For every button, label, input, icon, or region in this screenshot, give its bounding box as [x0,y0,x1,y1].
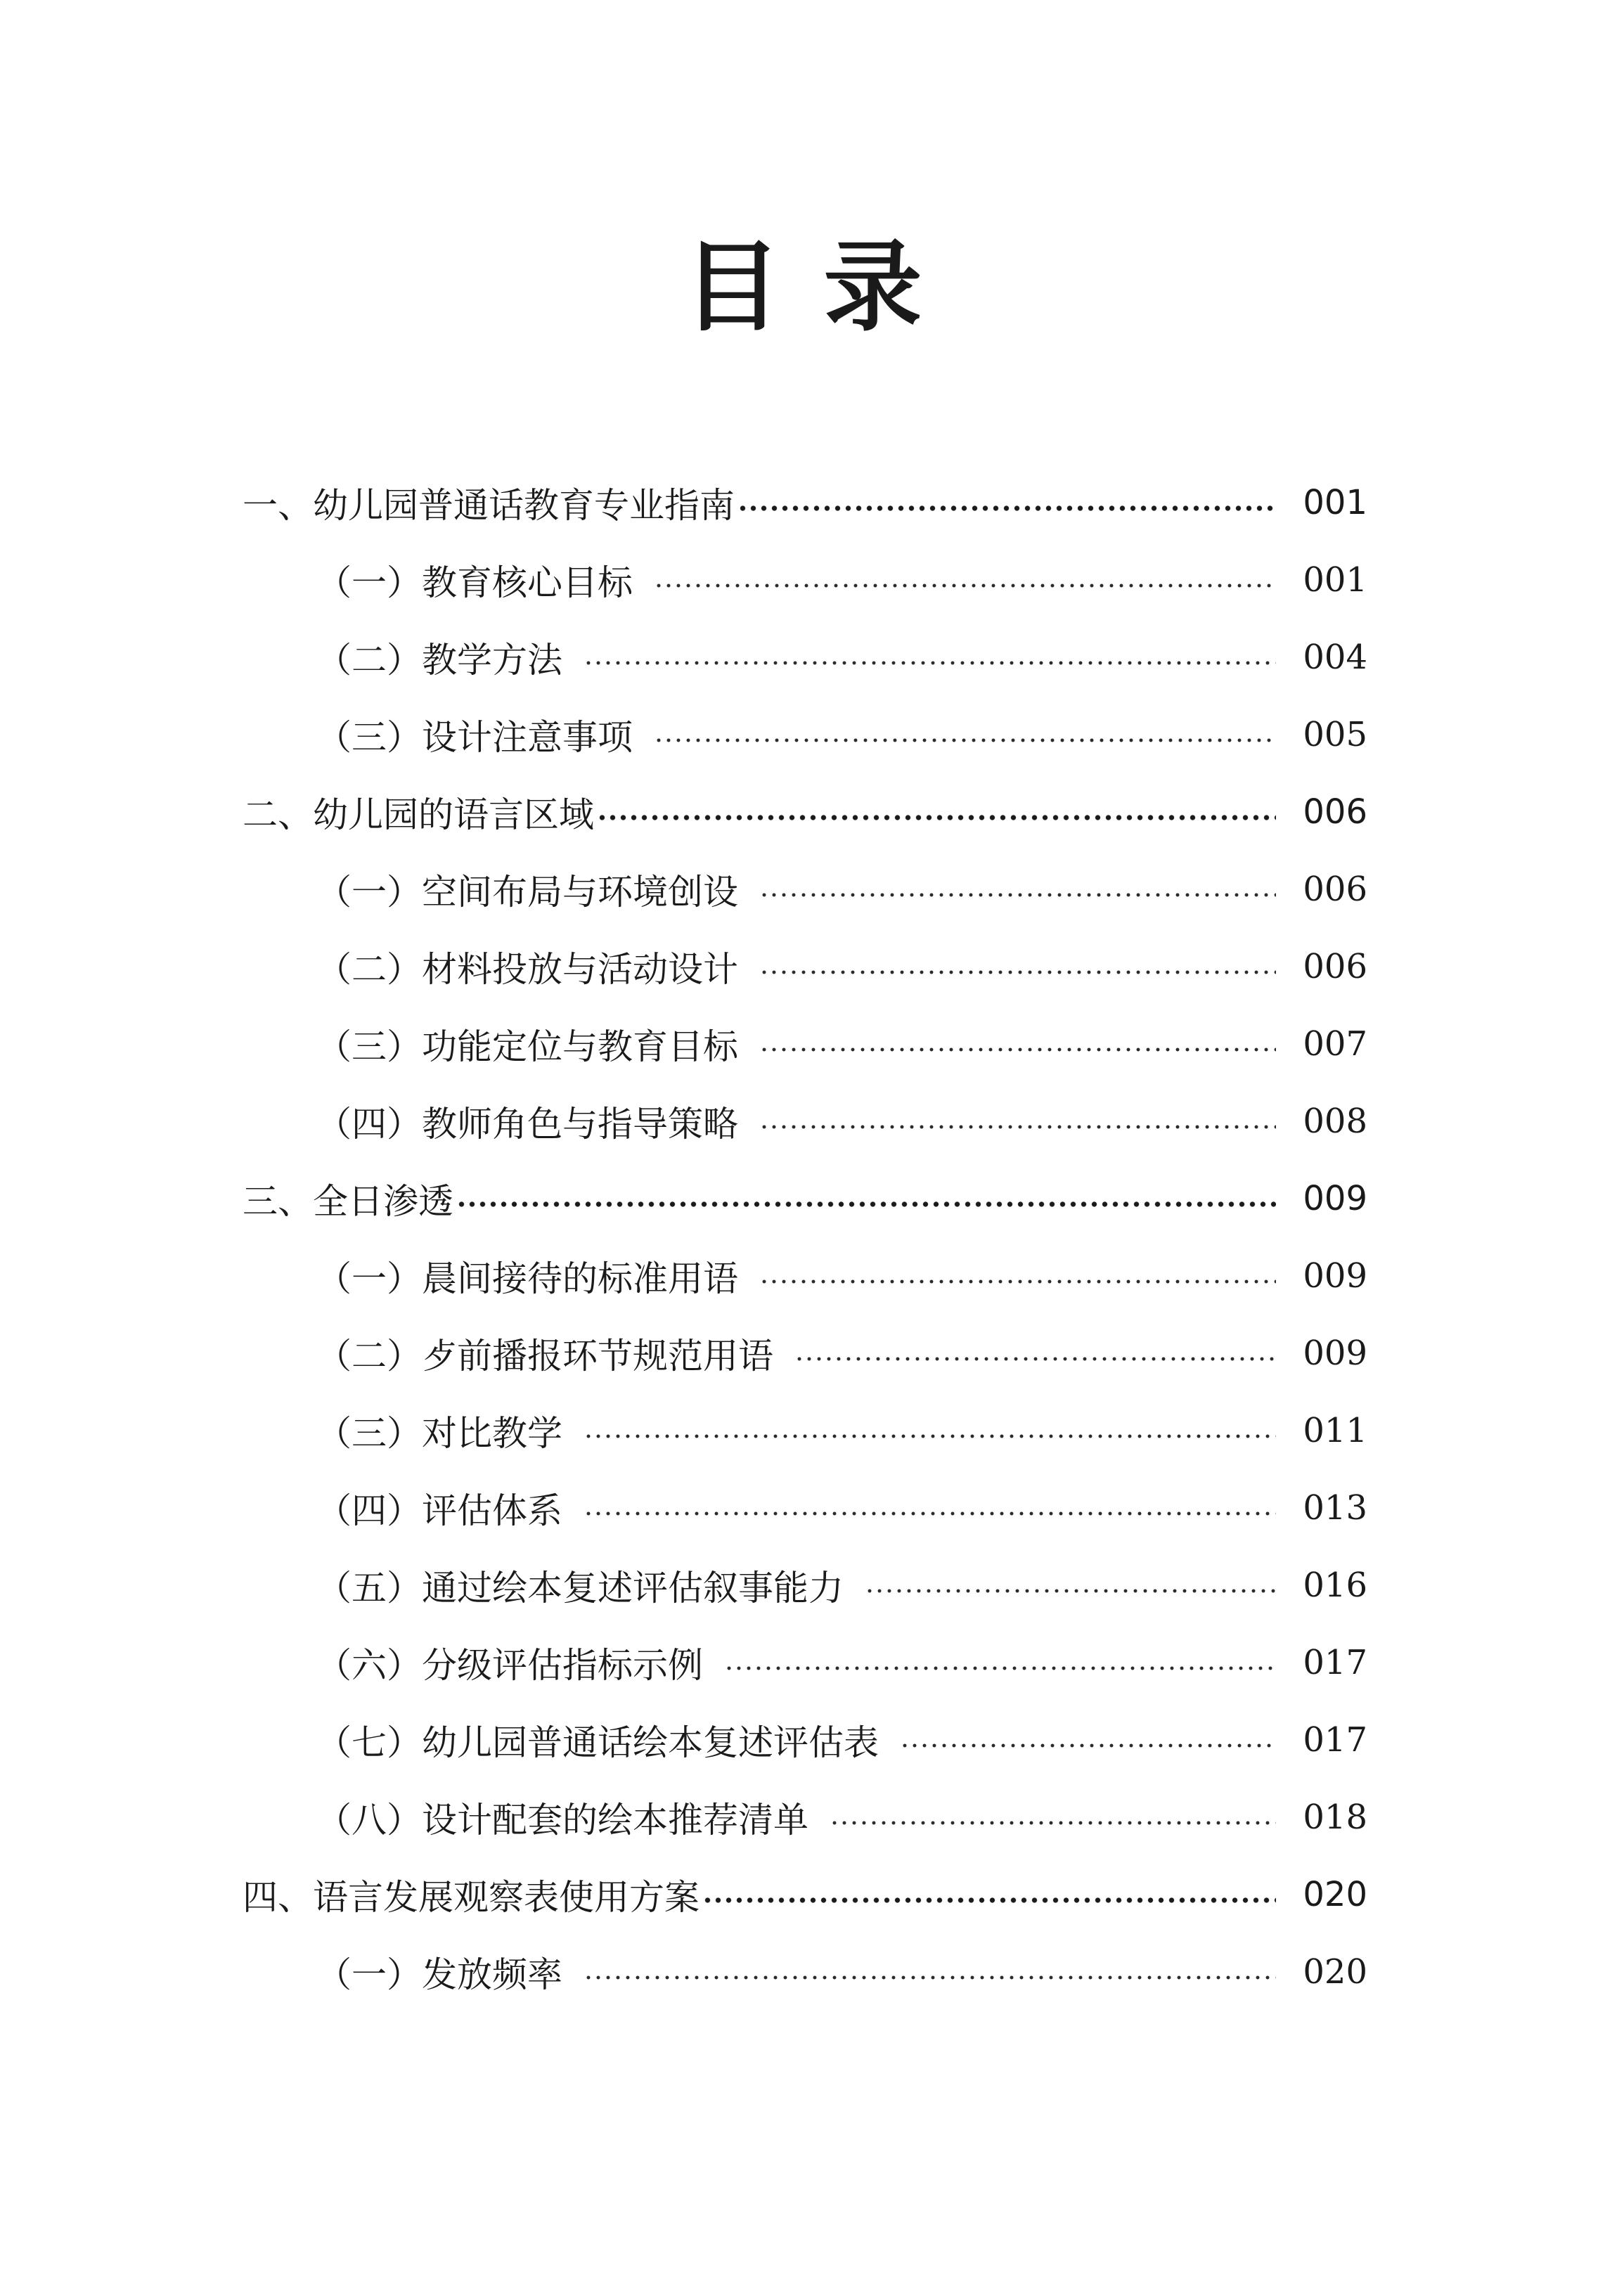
toc-page-number: 005 [1303,715,1367,754]
toc-page-number: 017 [1303,1643,1367,1682]
toc-entry-label: （三）对比教学 [316,1413,562,1454]
toc-page-number: 006 [1303,947,1367,986]
toc-page-number: 007 [1303,1024,1367,1064]
dot-leader [759,891,1276,899]
dot-leader [759,1123,1276,1131]
toc-section-2-1[interactable] [316,851,1367,928]
toc-entry-label: （四）教师角色与指导策略 [316,1104,738,1144]
dot-leader [584,659,1276,667]
toc-section-1-3[interactable] [316,696,1367,773]
toc-entry-label: （四）评估体系 [316,1490,562,1531]
toc-page-number: 009 [1303,1256,1367,1296]
dot-leader [702,1896,1276,1904]
toc-entry-label: （一）教育核心目标 [316,562,633,603]
dot-leader [597,813,1276,822]
dot-leader [830,1819,1276,1827]
toc-page-number: 011 [1303,1411,1367,1450]
dot-leader [584,1432,1276,1440]
dot-leader [759,968,1276,976]
toc-entry-label: （八）设计配套的绘本推荐清单 [316,1800,808,1840]
toc-section-3-6[interactable] [316,1624,1367,1701]
toc-entry-label: 二、幼儿园的语言区域 [243,794,594,835]
toc-entry-label: （一）发放频率 [316,1954,562,1995]
dot-leader [654,736,1276,744]
toc-section-3-7[interactable] [316,1701,1367,1779]
toc-section-2-2[interactable] [316,928,1367,1005]
toc-section-3-2[interactable] [316,1315,1367,1392]
toc-page-number: 001 [1303,560,1367,600]
toc-page-number: 006 [1303,792,1367,832]
toc-entry-label: （三）功能定位与教育目标 [316,1026,738,1067]
toc-page-number: 020 [1303,1875,1367,1914]
toc-section-3-4[interactable] [316,1469,1367,1547]
toc-page-number: 001 [1303,483,1367,522]
dot-leader [456,1200,1276,1208]
toc-page-number: 008 [1303,1102,1367,1141]
dot-leader [724,1664,1276,1672]
toc-section-2-4[interactable] [316,1083,1367,1160]
toc-entry-label: 三、全日渗透 [243,1181,453,1222]
toc-entry-label: （二）材料投放与活动设计 [316,949,738,990]
toc-page-number: 013 [1303,1488,1367,1528]
toc-section-1-1[interactable] [316,541,1367,619]
dot-leader [794,1355,1276,1363]
toc-entry-label: （一）晨间接待的标准用语 [316,1258,738,1299]
toc-entry-label: 四、语言发展观察表使用方案 [243,1877,700,1918]
dot-leader [759,1277,1276,1286]
toc-page-number: 006 [1303,870,1367,909]
toc-page-number: 004 [1303,638,1367,677]
dot-leader [654,581,1276,590]
dot-leader [584,1973,1276,1982]
page-title: 目录 [683,231,965,345]
toc-section-3-8[interactable] [316,1779,1367,1856]
toc-section-4-1[interactable] [316,1933,1367,2011]
dot-leader [759,1045,1276,1054]
dot-leader [737,504,1276,512]
toc-chapter-4[interactable] [243,1856,1367,1933]
toc-entry-label: （一）空间布局与环境创设 [316,872,738,912]
toc-section-3-5[interactable] [316,1547,1367,1624]
dot-leader [900,1741,1276,1750]
toc-page-number: 009 [1303,1334,1367,1373]
toc-chapter-2[interactable] [243,773,1367,851]
toc-entry-label: （二）歺前播报环节规范用语 [316,1336,773,1376]
toc-entry-label: （六）分级评估指标示例 [316,1645,703,1686]
toc-page-number: 009 [1303,1179,1367,1218]
toc-chapter-3[interactable] [243,1160,1367,1237]
toc-entry-label: 一、幼儿园普通话教育专业指南 [243,485,735,526]
toc-section-3-1[interactable] [316,1237,1367,1315]
toc-chapter-1[interactable] [243,464,1367,541]
toc-entry-label: （三）设计注意事项 [316,717,633,758]
toc-entry-label: （五）通过绘本复述评估叙事能力 [316,1568,844,1608]
toc-section-3-3[interactable] [316,1392,1367,1469]
toc-section-2-3[interactable] [316,1005,1367,1083]
dot-leader [865,1587,1276,1595]
toc-entry-label: （七）幼儿园普通话绘本复述评估表 [316,1722,879,1763]
toc-section-1-2[interactable] [316,619,1367,696]
toc-page-number: 016 [1303,1566,1367,1605]
toc-entry-label: （二）教学方法 [316,640,562,681]
toc-page-number: 017 [1303,1720,1367,1760]
dot-leader [584,1509,1276,1518]
toc-page-number: 018 [1303,1798,1367,1837]
toc-page-number: 020 [1303,1952,1367,1992]
